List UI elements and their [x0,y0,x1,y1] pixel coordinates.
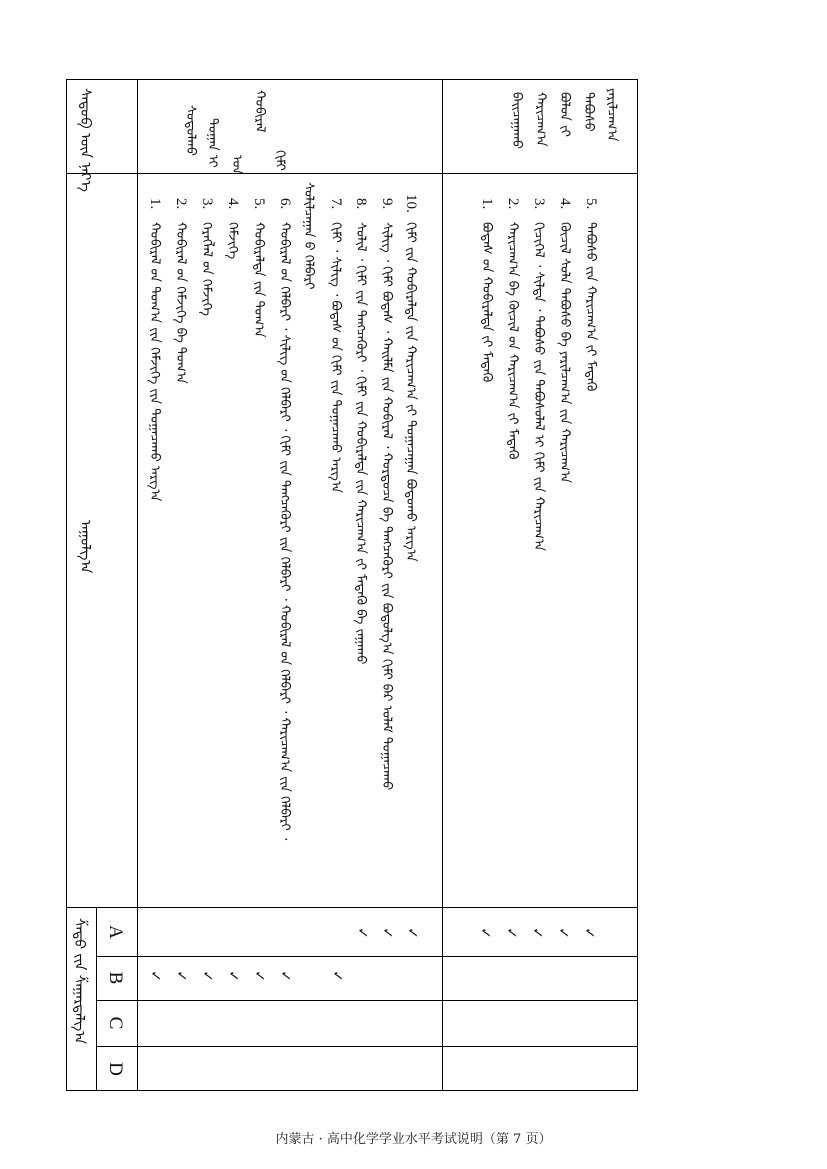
level-d: D [105,1062,126,1076]
row1-check-a: ✓ [477,927,493,939]
row2-check-a: ✓ [354,927,370,939]
row2-item-num: 6. [277,198,293,210]
row2-topic-line: ᠲᠤᠭᠠᠨ ᠢ [205,118,220,168]
page-footer: 内蒙古 · 高中化学学业水平考试说明（第 7 页） [275,1132,552,1147]
row1-item-num: 2. [505,198,521,210]
row2-item-text: ᠬᠢᠮᠢ ᠶ᠋ᠢᠨ ᠬᠤᠪᠢᠷᠠᠯᠲᠠ ᠶ᠋ᠢᠨ ᠬᠠᠷᠢᠴᠠᠭ᠎ᠠ ᠶ᠋ᠢ ᠲᠣᠭᠠᠴᠠᠭᠠᠨ ᠪᠣᠳᠤᠬᠤ ᠠᠷᠭ᠎ᠠ [403,222,418,562]
row1-item-num: 5. [583,198,599,210]
row1-topic-line: ᠪᠣᠯᠣᠨ ᠶ᠋ᠢ [557,92,572,137]
row2-item-text: ᠬᠤᠪᠢᠷᠠᠯ ᠤ᠋ᠨ ᠬᠡᠯᠪᠡᠷᠢ ᠂ ᠰᠢᠯᠢᠭ ᠤ᠋ᠨ ᠬᠡᠯᠪᠡᠷᠢ ᠂ ᠬᠢᠮᠢ ᠶ᠋ᠢᠨ ᠲᠡᠩᠴᠡᠭᠦᠷᠢ ᠶ᠋ᠢᠨ ᠬᠡᠯᠪᠡᠷᠢ ᠂ ᠬᠤᠪᠢᠷᠠᠯ ᠤ᠋ᠨ ᠬᠡᠯᠪᠡᠷᠢ ᠂ ᠬᠠᠷᠢᠴᠠᠭ᠎ᠠ ᠶ᠋ᠢᠨ ᠬᠡᠯᠪᠡᠷᠢ ᠂ [277,222,292,841]
row1-item-num: 4. [557,198,573,210]
row2-check-b: ✓ [329,970,345,982]
row2-item-text: ᠰᠣᠯᠢᠯᠴᠠᠭᠠᠨ ᠤ᠋ ᠬᠡᠯᠪᠡᠷᠢ [301,182,316,290]
row1-check-a: ✓ [581,927,597,939]
row1-check-a: ✓ [503,927,519,939]
row2-topic-line: ᠬᠢᠮᠢ [272,150,287,171]
row2-topic-line: ᠰᠤᠳᠤᠯᠬᠤ [183,105,198,157]
row1-topic-line: ᠳᠠᠪᠤᠰᠤ [581,92,596,132]
row2-item-text: ᠬᠤᠪᠢᠷᠠᠯ ᠤ᠋ᠨ ᠬᠡᠮᠵᠢᠭᠡ ᠪᠠ ᠲᠣᠭ᠎ᠠ [173,222,188,384]
row2-check-a: ✓ [379,927,395,939]
header-content: ᠠᠭᠤᠯᠭ᠎ᠠ [77,520,93,574]
row2-check-b: ✓ [251,970,267,982]
row1-item-text: ᠳᠠᠪᠤᠰᠤ ᠶ᠋ᠢᠨ ᠬᠠᠷᠢᠴᠠᠭ᠎ᠠ ᠶ᠋ᠢ ᠮᠡᠳᠡᠬᠦ [583,222,598,392]
row2-check-a: ✓ [404,927,420,939]
row1-check-a: ✓ [529,927,545,939]
row2-item-num: 7. [328,198,344,210]
row2-item-text: ᠰᠣᠯᠢᠯ ᠂ ᠬᠢᠮᠢ ᠶ᠋ᠢᠨ ᠲᠡᠩᠴᠡᠭᠦᠷᠢ ᠂ ᠬᠢᠮᠢ ᠶ᠋ᠢᠨ ᠬᠤᠪᠢᠷᠠᠯᠲᠠ ᠶ᠋ᠢᠨ ᠬᠠᠷᠢᠴᠠᠭ᠎ᠠ ᠶ᠋ᠢ ᠮᠡᠳᠡᠬᠦ ᠪᠠ ᠵᠠᠭᠠᠬᠤ [353,222,368,665]
row1-topic-line: ᠶᠠᠷᠢᠯᠴᠠᠭ᠎ᠠ [604,88,619,142]
row2-check-b: ✓ [199,970,215,982]
row1-item-text: ᠬᠢᠴᠢᠭᠡᠯ ᠂ ᠰᠢᠯᠲᠡ ᠂ ᠳᠠᠪᠤᠰᠤ ᠶ᠋ᠢᠨ ᠳᠠᠪᠤᠰᠤᠯᠠᠯ ᠢ ᠬᠢᠮᠢ ᠶ᠋ᠢᠨ ᠬᠠᠷᠢᠴᠠᠭ᠎ᠠ [531,222,546,552]
row2-item-num: 9. [379,198,395,210]
row2-item-num: 1. [147,198,163,210]
row2-item-text: ᠬᠡᠮᠵᠢᠭᠡ [225,222,240,260]
row2-topic-line: ᠤᠨ [229,155,244,175]
row2-item-num: 5. [251,198,267,210]
row2-item-num: 10. [403,194,419,213]
row2-item-num: 4. [225,198,241,210]
row2-item-text: ᠬᠤᠪᠢᠷᠠᠯᠲᠠ ᠶ᠋ᠢᠨ ᠲᠣᠭ᠎ᠠ [251,222,266,338]
row2-item-num: 2. [173,198,189,210]
row1-check-a: ✓ [555,927,571,939]
row1-topic-line: ᠬᠠᠷᠢᠴᠠᠭ᠎ᠠ [533,92,548,147]
level-a: A [105,925,126,939]
row2-item-text: ᠬᠡᠷᠡᠭᠯᠡᠯ ᠤ᠋ᠨ ᠬᠡᠮᠵᠢᠭᠡ [199,222,214,317]
row2-check-b: ✓ [277,970,293,982]
row2-topic-line: ᠬᠤᠪᠢᠷᠠᠯ [252,90,267,133]
row2-check-b: ✓ [173,970,189,982]
row2-item-num: 3. [199,198,215,210]
row1-item-text: ᠪᠣᠳᠠᠰ ᠤ᠋ᠨ ᠬᠤᠪᠢᠷᠠᠯᠲᠠ ᠶ᠋ᠢ ᠮᠡᠳᠡᠬᠦ [479,222,494,383]
row1-item-num: 3. [531,198,547,210]
row1-item-text: ᠬᠠᠷᠢᠴᠠᠭ᠎ᠠ ᠪᠠ ᠬᠦᠴᠢᠯ ᠤ᠋ᠨ ᠬᠠᠷᠢᠴᠠᠭ᠎ᠠ ᠶ᠋ᠢ ᠮᠡᠳᠡᠬᠦ [505,222,520,460]
row2-check-b: ✓ [225,970,241,982]
row1-item-text: ᠬᠦᠴᠢᠯ ᠰᠤᠯᠠ ᠳᠠᠪᠤᠰᠤ ᠪᠠ ᠶᠠᠷᠢᠯᠴᠠᠭ᠎ᠠ ᠶ᠋ᠢᠨ ᠬᠠᠷᠢᠴᠠᠭ᠎ᠠ [557,222,572,484]
header-topic: ᠰᠡᠳᠦᠪ ᠦᠨ ᠨᠡᠷ᠎ᠡ [77,88,93,192]
row2-item-text: ᠬᠤᠪᠢᠷᠠᠯ ᠤ᠋ᠨ ᠲᠣᠭ᠎ᠠ ᠶ᠋ᠢᠨ ᠬᠡᠮᠵᠢᠭᠡ ᠶ᠋ᠢᠨ ᠲᠣᠭᠠᠴᠠᠬᠤ ᠠᠷᠭ᠎ᠠ [147,222,162,502]
header-level: ᠱᠠᠲᠤ ᠶ᠋ᠢᠨ ᠱᠠᠭᠠᠷᠳᠠᠯᠭ᠎ᠠ [71,918,87,1045]
row2-item-text: ᠬᠢᠮᠢ ᠂ ᠰᠢᠯᠢᠭ ᠂ ᠪᠣᠳᠠᠰ ᠤ᠋ᠨ ᠬᠢᠮᠢ ᠶ᠋ᠢᠨ ᠲᠣᠭᠠᠴᠠᠬᠤ ᠠᠷᠭ᠎ᠠ [328,222,343,493]
row2-check-b: ✓ [147,970,163,982]
row1-item-num: 1. [479,198,495,210]
row2-item-num: 8. [353,198,369,210]
row2-item-text: ᠰᠢᠯᠢᠭ ᠂ ᠬᠢᠮᠢ ᠪᠣᠳᠠᠰ ᠂ ᠬᠠᠢᠯᠮᠠ ᠶ᠋ᠢᠨ ᠬᠤᠪᠢᠷᠠᠯ ᠂ ᠬᠤᠷᠳᠤᠴᠠ ᠪᠠ ᠲᠡᠩᠴᠡᠭᠦᠷᠢ ᠶ᠋ᠢᠨ ᠪᠣᠳᠤᠯᠭ᠎ᠠ ᠬᠢᠮᠢ ᠪᠠᠷ ᠤᠯᠠᠮ ᠲᠣᠭᠠᠴᠠᠬᠤ [379,222,394,791]
row1-topic-line: ᠪᠠᠢᠴᠠᠭᠠᠬᠤ [509,92,524,150]
level-b: B [105,971,126,985]
level-c: C [105,1016,126,1030]
